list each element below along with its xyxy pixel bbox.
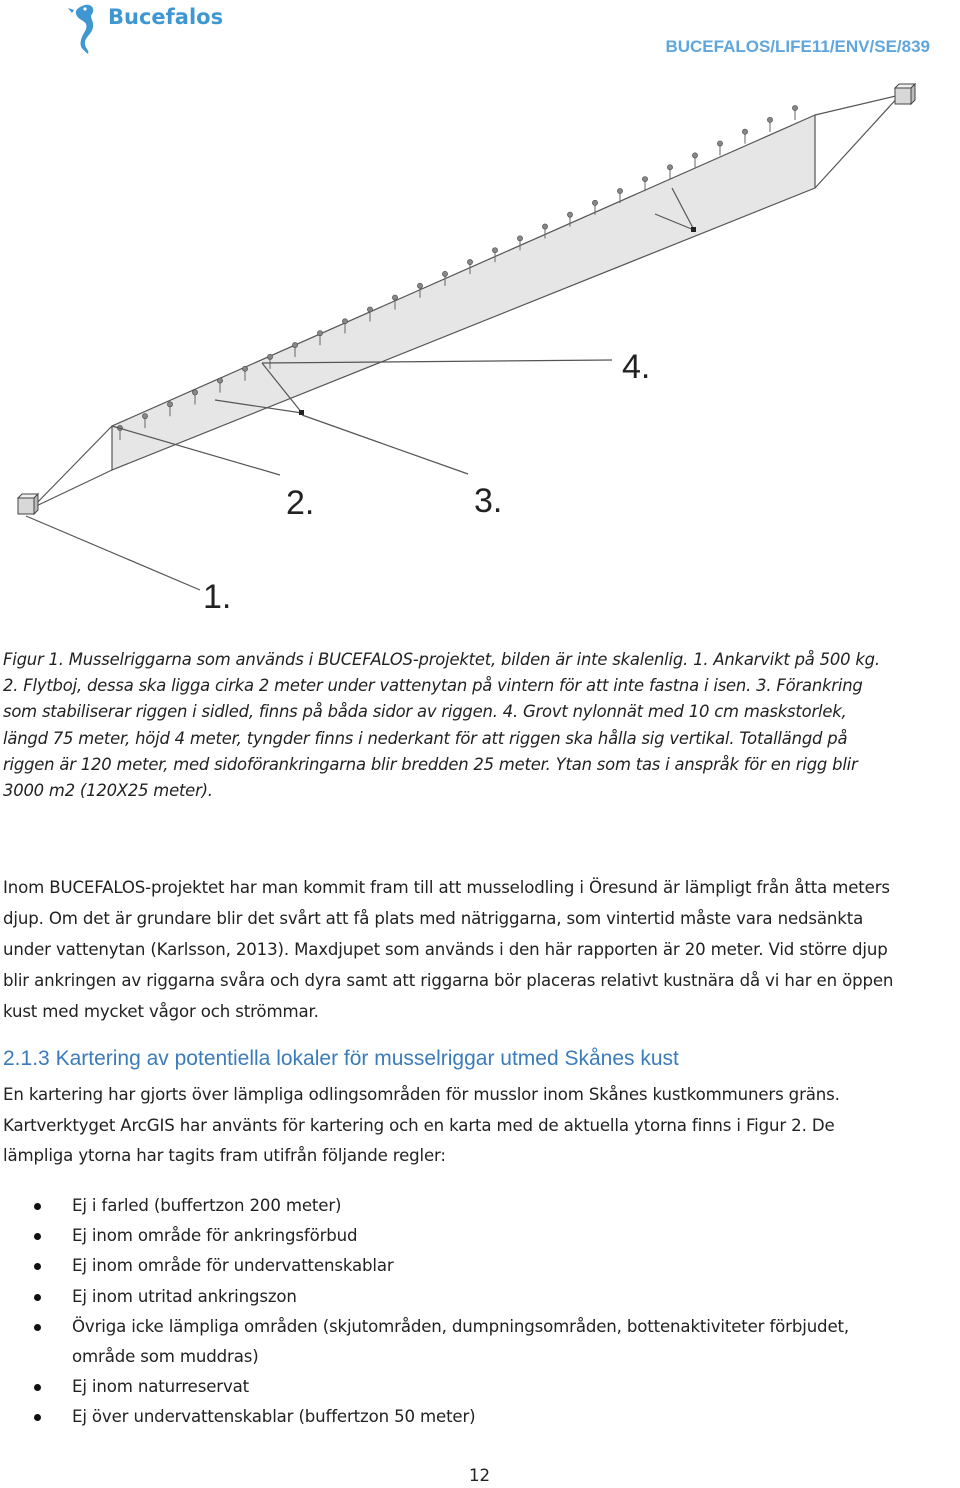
float-buoy-icon	[742, 129, 747, 134]
body-line: blir ankringen av riggarna svåra och dyra samt att riggarna bör placeras relativt kustnära då vi har en öppen	[3, 971, 894, 990]
caption-line: riggen är 120 meter, med sidoförankringarna blir bredden 25 meter. Ytan som tas i anspråk för en rigg blir	[3, 754, 858, 774]
list-item	[0, 1191, 952, 1221]
caption-line: som stabiliserar riggen i sidled, finns på båda sidor av riggen. 4. Grovt nylonnät med 10 cm maskstorlek,	[3, 702, 847, 722]
section-number: 2.1.3	[3, 1047, 50, 1070]
body-line: djup. Om det är grundare blir det svårt att få plats med nätriggarna, som vintertid måste vara nedsänkta	[3, 909, 864, 928]
float-buoy-icon	[192, 390, 197, 395]
body-line: kust med mycket vågor och strömmar.	[3, 1002, 319, 1021]
list-item	[0, 1402, 952, 1432]
float-buoy-icon	[717, 141, 722, 146]
anchor-weight-icon	[895, 84, 915, 104]
intro-line: Kartverktyget ArcGIS har använts för kartering och en karta med de aktuella ytorna finns i Figur 2. De	[3, 1115, 835, 1135]
bullet-icon	[34, 1294, 41, 1301]
bullet-icon	[34, 1203, 41, 1210]
caption-line: 3000 m2 (120X25 meter).	[3, 781, 213, 801]
figure-caption	[3, 647, 948, 804]
float-buoy-icon	[167, 402, 172, 407]
list-item-text: Ej över undervattenskablar (buffertzon 50 meter)	[72, 1407, 476, 1427]
body-line: under vattenytan (Karlsson, 2013). Maxdjupet som används i den här rapporten är 20 meter. Vid större djup	[3, 940, 888, 959]
list-item	[0, 1282, 952, 1312]
float-buoy-icon	[792, 105, 797, 110]
float-buoy-icon	[442, 271, 447, 276]
float-buoy-icon	[692, 153, 697, 158]
float-buoy-icon	[417, 283, 422, 288]
anchor-weight-icon	[18, 494, 38, 514]
float-buoy-icon	[292, 342, 297, 347]
bullet-icon	[34, 1414, 41, 1421]
list-item-text: Ej inom område för undervattenskablar	[72, 1256, 394, 1276]
float-buoy-icon	[667, 165, 672, 170]
page-number: 12	[469, 1466, 491, 1485]
float-buoy-icon	[267, 354, 272, 359]
bullet-icon	[34, 1324, 41, 1331]
logo-text: Bucefalos	[108, 5, 224, 29]
list-item-text: Övriga icke lämpliga områden (skjutområden, dumpningsområden, bottenaktiviteter förbjudet,	[72, 1316, 849, 1336]
float-buoy-icon	[342, 319, 347, 324]
caption-line: Figur 1. Musselriggarna som används i BUCEFALOS-projektet, bilden är inte skalenlig. 1. Ankarvikt på 500 kg.	[3, 650, 880, 669]
float-buoy-icon	[142, 414, 147, 419]
label-1: 1.	[203, 578, 232, 616]
label-4: 4.	[622, 348, 651, 386]
bullet-icon	[34, 1263, 41, 1270]
float-buoy-icon	[617, 188, 622, 193]
float-buoy-icon	[542, 224, 547, 229]
mussel-rig-diagram	[0, 78, 960, 618]
body-paragraph	[3, 872, 955, 1027]
mussel-rig-figure	[0, 78, 960, 618]
list-item-text: Ej inom utritad ankringszon	[72, 1286, 297, 1306]
seahorse-logo-icon	[60, 0, 112, 56]
list-item-text: Ej inom område för ankringsförbud	[72, 1226, 358, 1246]
intro-line: lämpliga ytorna har tagits fram utifrån följande regler:	[3, 1146, 446, 1165]
float-buoy-icon	[517, 236, 522, 241]
caption-line: 2. Flytboj, dessa ska ligga cirka 2 meter under vattenytan på vintern för att inte fastna i isen. 3. Förankring	[3, 676, 863, 696]
list-item	[0, 1221, 952, 1251]
caption-line: längd 75 meter, höjd 4 meter, tyngder finns i nederkant för att riggen ska hålla sig vertikal. Totallängd på	[3, 728, 848, 748]
bullet-icon	[34, 1233, 41, 1240]
label-2: 2.	[286, 484, 315, 522]
float-buoy-icon	[642, 177, 647, 182]
list-item	[0, 1372, 952, 1402]
float-buoy-icon	[367, 307, 372, 312]
list-item-text: Ej i farled (buffertzon 200 meter)	[72, 1196, 342, 1215]
float-buoy-icon	[392, 295, 397, 300]
document-id: BUCEFALOS/LIFE11/ENV/SE/839	[665, 37, 930, 56]
label-3: 3.	[474, 482, 503, 520]
float-buoy-icon	[217, 378, 222, 383]
float-buoy-icon	[767, 117, 772, 122]
float-buoy-icon	[242, 366, 247, 371]
rules-list	[0, 1191, 952, 1433]
section-title: Kartering av potentiella lokaler för musselriggar utmed Skånes kust	[55, 1047, 679, 1070]
float-buoy-icon	[467, 259, 472, 264]
float-buoy-icon	[592, 200, 597, 205]
float-buoy-icon	[317, 331, 322, 336]
list-item-text: Ej inom naturreservat	[72, 1377, 250, 1397]
list-item-continuation	[0, 1342, 952, 1372]
list-item	[0, 1312, 952, 1342]
section-heading	[3, 1047, 679, 1071]
float-buoy-icon	[567, 212, 572, 217]
intro-paragraph	[3, 1080, 955, 1172]
list-item-text: område som muddras)	[72, 1347, 259, 1367]
list-item	[0, 1251, 952, 1281]
float-buoy-icon	[492, 248, 497, 253]
bullet-icon	[34, 1384, 41, 1391]
intro-line: En kartering har gjorts över lämpliga odlingsområden för musslor inom Skånes kustkommuners gräns.	[3, 1085, 840, 1104]
body-line: Inom BUCEFALOS-projektet har man kommit fram till att musselodling i Öresund är lämpligt från åtta meters	[3, 878, 890, 897]
